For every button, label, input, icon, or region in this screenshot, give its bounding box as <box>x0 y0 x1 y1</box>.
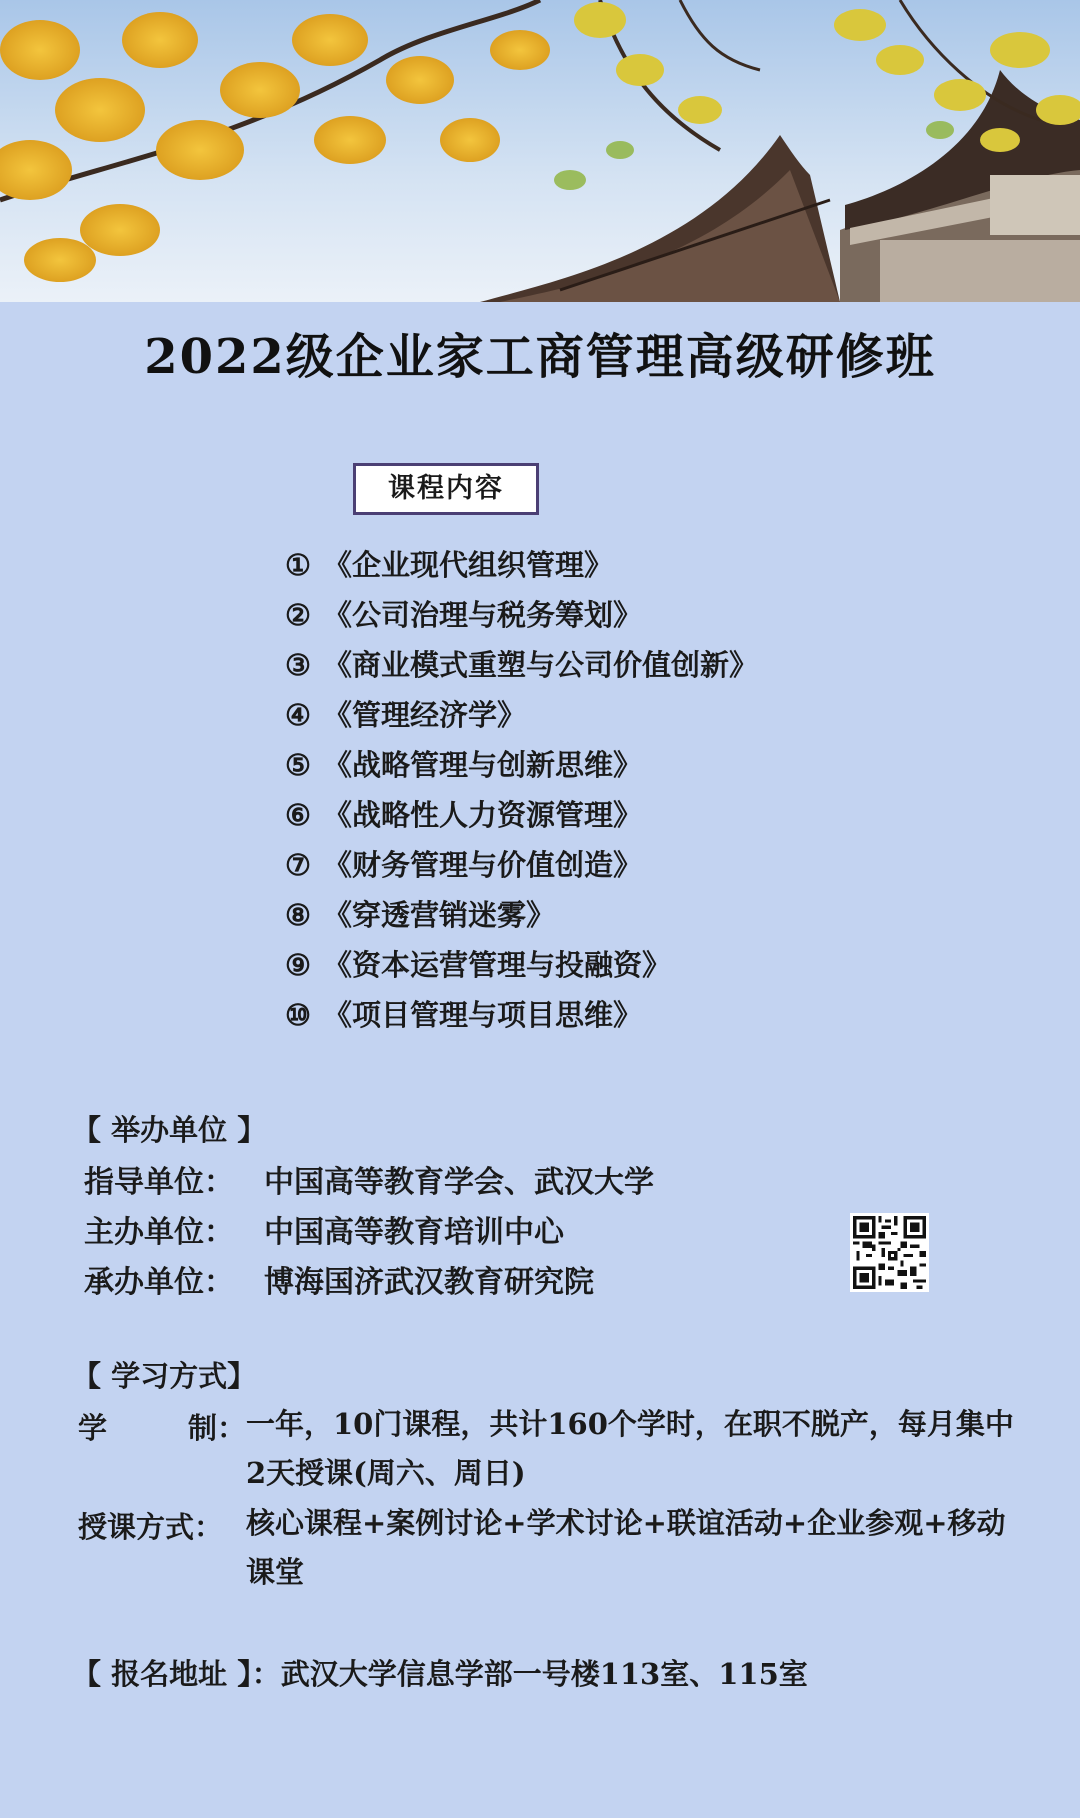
organizer-value: 博海国济武汉教育研究院 <box>264 1265 594 1300</box>
duration-label-last: 制： <box>187 1411 246 1445</box>
duration-value: 一年，10门课程，共计160个学时，在职不脱产，每月集中2天授课(周六、周日) <box>246 1407 1014 1490</box>
course-number: ② <box>285 598 311 632</box>
header-illustration <box>0 0 1080 302</box>
course-number: ⑧ <box>285 898 311 932</box>
course-list <box>285 540 758 1040</box>
course-name: 《项目管理与项目思维》 <box>323 998 643 1032</box>
course-name: 《穿透营销迷雾》 <box>323 898 556 932</box>
course-item <box>285 540 758 590</box>
course-section-label: 课程内容 <box>353 463 539 515</box>
header-photo <box>0 0 1080 302</box>
organizer-heading: 【 举办单位 】 <box>72 1113 267 1147</box>
organizer-value: 中国高等教育学会、武汉大学 <box>264 1165 654 1200</box>
course-name: 《财务管理与价值创造》 <box>323 848 643 882</box>
course-number: ⑨ <box>285 948 311 982</box>
course-number: ① <box>285 548 311 582</box>
course-number: ⑩ <box>285 998 311 1032</box>
course-number: ⑥ <box>285 798 311 832</box>
qr-code-graphic <box>850 1213 929 1292</box>
study-duration-row <box>78 1406 1026 1498</box>
course-item <box>285 990 758 1040</box>
course-item <box>285 590 758 640</box>
course-number: ③ <box>285 648 311 682</box>
organizer-label: 指导单位： <box>84 1165 234 1200</box>
course-name: 《商业模式重塑与公司价值创新》 <box>323 648 759 682</box>
course-item <box>285 740 758 790</box>
organizer-row-undertaker <box>84 1257 594 1301</box>
course-name: 《战略性人力资源管理》 <box>323 798 643 832</box>
course-name: 《资本运营管理与投融资》 <box>323 948 672 982</box>
organizer-row-guide <box>84 1157 654 1201</box>
course-number: ⑤ <box>285 748 311 782</box>
course-name: 《公司治理与税务筹划》 <box>323 598 643 632</box>
organizer-row-host <box>84 1207 564 1251</box>
organizer-label: 主办单位： <box>84 1215 234 1250</box>
course-item <box>285 940 758 990</box>
course-number: ⑦ <box>285 848 311 882</box>
qr-code-icon[interactable] <box>850 1213 929 1292</box>
course-name: 《企业现代组织管理》 <box>323 548 614 582</box>
organizer-value: 中国高等教育培训中心 <box>264 1215 564 1250</box>
duration-label <box>78 1406 246 1498</box>
course-item <box>285 840 758 890</box>
course-number: ④ <box>285 698 311 732</box>
study-method-row <box>78 1505 1026 1597</box>
course-item <box>285 640 758 690</box>
course-item <box>285 690 758 740</box>
registration-address: 【 报名地址 】：武汉大学信息学部一号楼113室、115室 <box>72 1657 808 1691</box>
method-label: 授课方式： <box>78 1510 224 1544</box>
course-item <box>285 890 758 940</box>
page-title: 2022级企业家工商管理高级研修班 <box>144 329 936 385</box>
duration-label-first: 学 <box>78 1411 108 1445</box>
course-name: 《战略管理与创新思维》 <box>323 748 643 782</box>
course-name: 《管理经济学》 <box>323 698 527 732</box>
organizer-label: 承办单位： <box>84 1265 234 1300</box>
course-item <box>285 790 758 840</box>
method-value: 核心课程+案例讨论+学术讨论+联谊活动+企业参观+移动课堂 <box>246 1506 1006 1589</box>
study-heading: 【 学习方式】 <box>72 1359 257 1393</box>
